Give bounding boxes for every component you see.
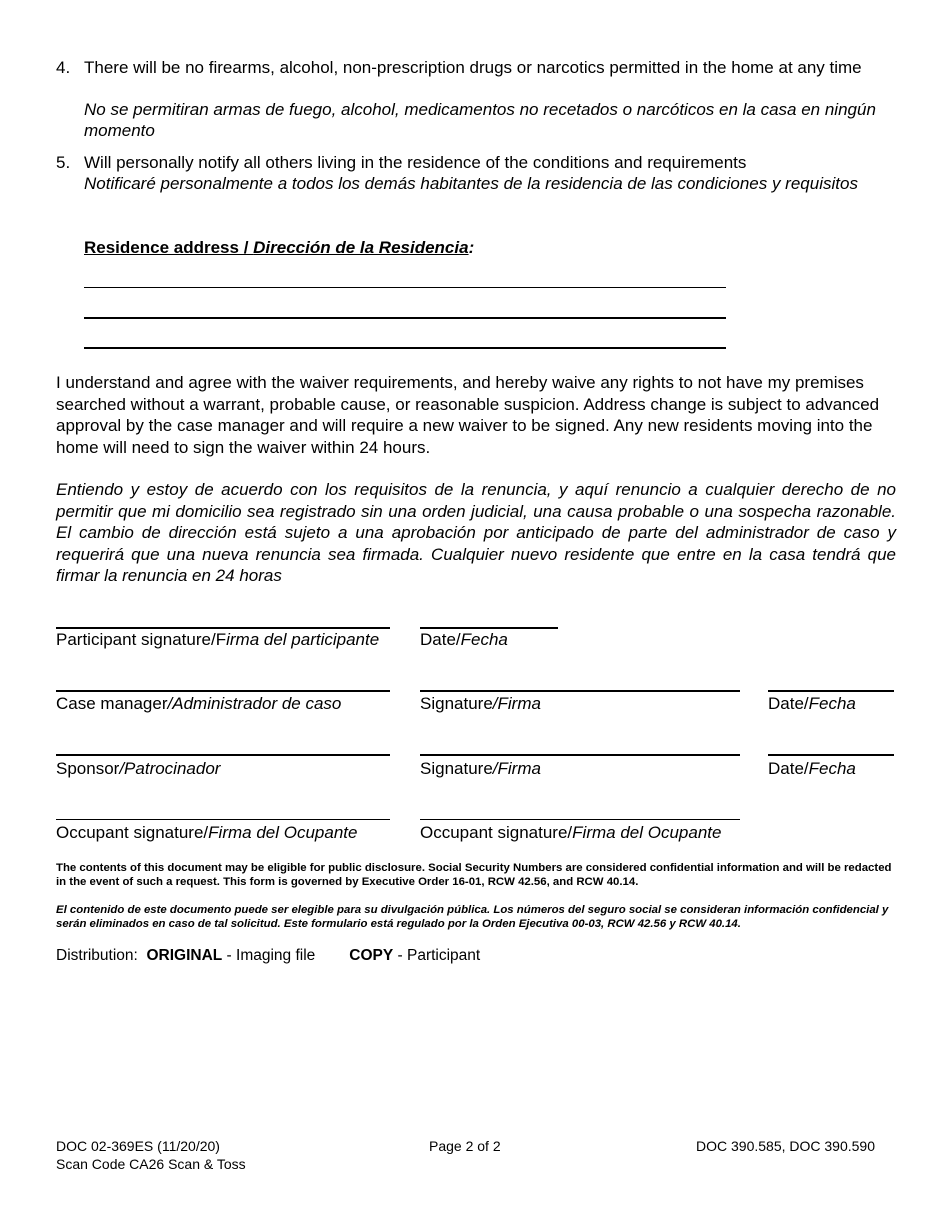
residence-label-colon: : (468, 238, 475, 257)
scan-code: Scan Code CA26 Scan & Toss (56, 1156, 246, 1172)
residence-address-line-2[interactable] (84, 317, 726, 319)
residence-address-line-3[interactable] (84, 347, 726, 349)
agreement-text-es: Entiendo y estoy de acuerdo con los requisitos de la renuncia, y aquí renuncio a cualquier derecho de no permitir que mi domicilio sea registrado sin una orden judicial, una causa probable o una sospecha razonable. El cambio de dirección está sujeto a una aprobación por anticipado de parte del administrador de caso y requerirá que una nueva renuncia sea firmada. Cualquier nuevo residente que entre en la casa tendrá que firmar la renuncia en 24 horas (56, 480, 896, 585)
disclosure-text-en: The contents of this document may be eligible for public disclosure. Social Security Numbers are considered confidential information and will be redacted in the event of such a request. This form is governed by Executive Order 16-01, RCW 42.56, and RCW 40.14. (56, 862, 892, 888)
item-number: 5. (56, 153, 71, 172)
sponsor-label: Sponsor/Patrocinador (56, 759, 221, 778)
distribution-copy: COPY (349, 947, 394, 964)
occupant-signature-label-2: Occupant signature/Firma del Ocupante (420, 823, 722, 842)
occupant-signature-label-1: Occupant signature/Firma del Ocupante (56, 823, 358, 842)
distribution-label: Distribution: (56, 947, 147, 964)
residence-label-es: Dirección de la Residencia (253, 238, 469, 257)
case-manager-name-line[interactable] (56, 690, 390, 692)
residence-label-en: Residence address / (84, 238, 254, 257)
item-number: 4. (56, 58, 71, 77)
distribution-line (56, 945, 480, 966)
sponsor-signature-line[interactable] (420, 754, 740, 756)
sponsor-name-line[interactable] (56, 754, 390, 756)
distribution-copy-dest: - Participant (393, 947, 481, 964)
residence-address-line-1[interactable] (84, 287, 726, 288)
case-manager-signature-label: Signature/Firma (420, 694, 541, 713)
item-text-es: No se permitiran armas de fuego, alcohol, medicamentos no recetados o narcóticos en la casa en ningún momento (84, 100, 876, 140)
agreement-text-en: I understand and agree with the waiver requirements, and hereby waive any rights to not have my premises searched without a warrant, probable cause, or reasonable suspicion. Address change is subject to advanced approval by the case manager and will require a new waiver to be signed. Any new residents moving into the home will need to sign the waiver within 24 hours. (56, 373, 880, 457)
case-manager-date-label: Date/Fecha (768, 694, 856, 713)
participant-date-label: Date/Fecha (420, 630, 508, 649)
case-manager-signature-line[interactable] (420, 690, 740, 692)
item-text-en: There will be no firearms, alcohol, non-prescription drugs or narcotics permitted in the home at any time (84, 58, 862, 77)
item-text-es: Notificaré personalmente a todos los demás habitantes de la residencia de las condiciones y requisitos (84, 174, 858, 193)
sponsor-date-line[interactable] (768, 754, 894, 756)
distribution-original-dest: - Imaging file (222, 947, 316, 964)
item-text-en: Will personally notify all others living in the residence of the conditions and requirements (84, 153, 747, 172)
disclosure-text-es: El contenido de este documento puede ser elegible para su divulgación pública. Los números del seguro social se consideran información confidencial y serán eliminados en caso de tal solicitud. Este formulario está regulado por la Orden Ejecutiva 00-03, RCW 42.56 y RCW 40.14. (56, 904, 889, 930)
occupant-signature-line-2[interactable] (420, 819, 740, 820)
policy-references: DOC 390.585, DOC 390.590 (696, 1138, 875, 1154)
sponsor-signature-label: Signature/Firma (420, 759, 541, 778)
occupant-signature-line-1[interactable] (56, 819, 390, 820)
case-manager-date-line[interactable] (768, 690, 894, 692)
distribution-original: ORIGINAL (146, 947, 223, 964)
residence-address-label (84, 237, 474, 258)
page-number: Page 2 of 2 (429, 1138, 501, 1154)
case-manager-label: Case manager/Administrador de caso (56, 694, 342, 713)
sponsor-date-label: Date/Fecha (768, 759, 856, 778)
participant-signature-label: Participant signature/Firma del participante (56, 630, 380, 649)
form-number: DOC 02-369ES (11/20/20) (56, 1138, 220, 1154)
